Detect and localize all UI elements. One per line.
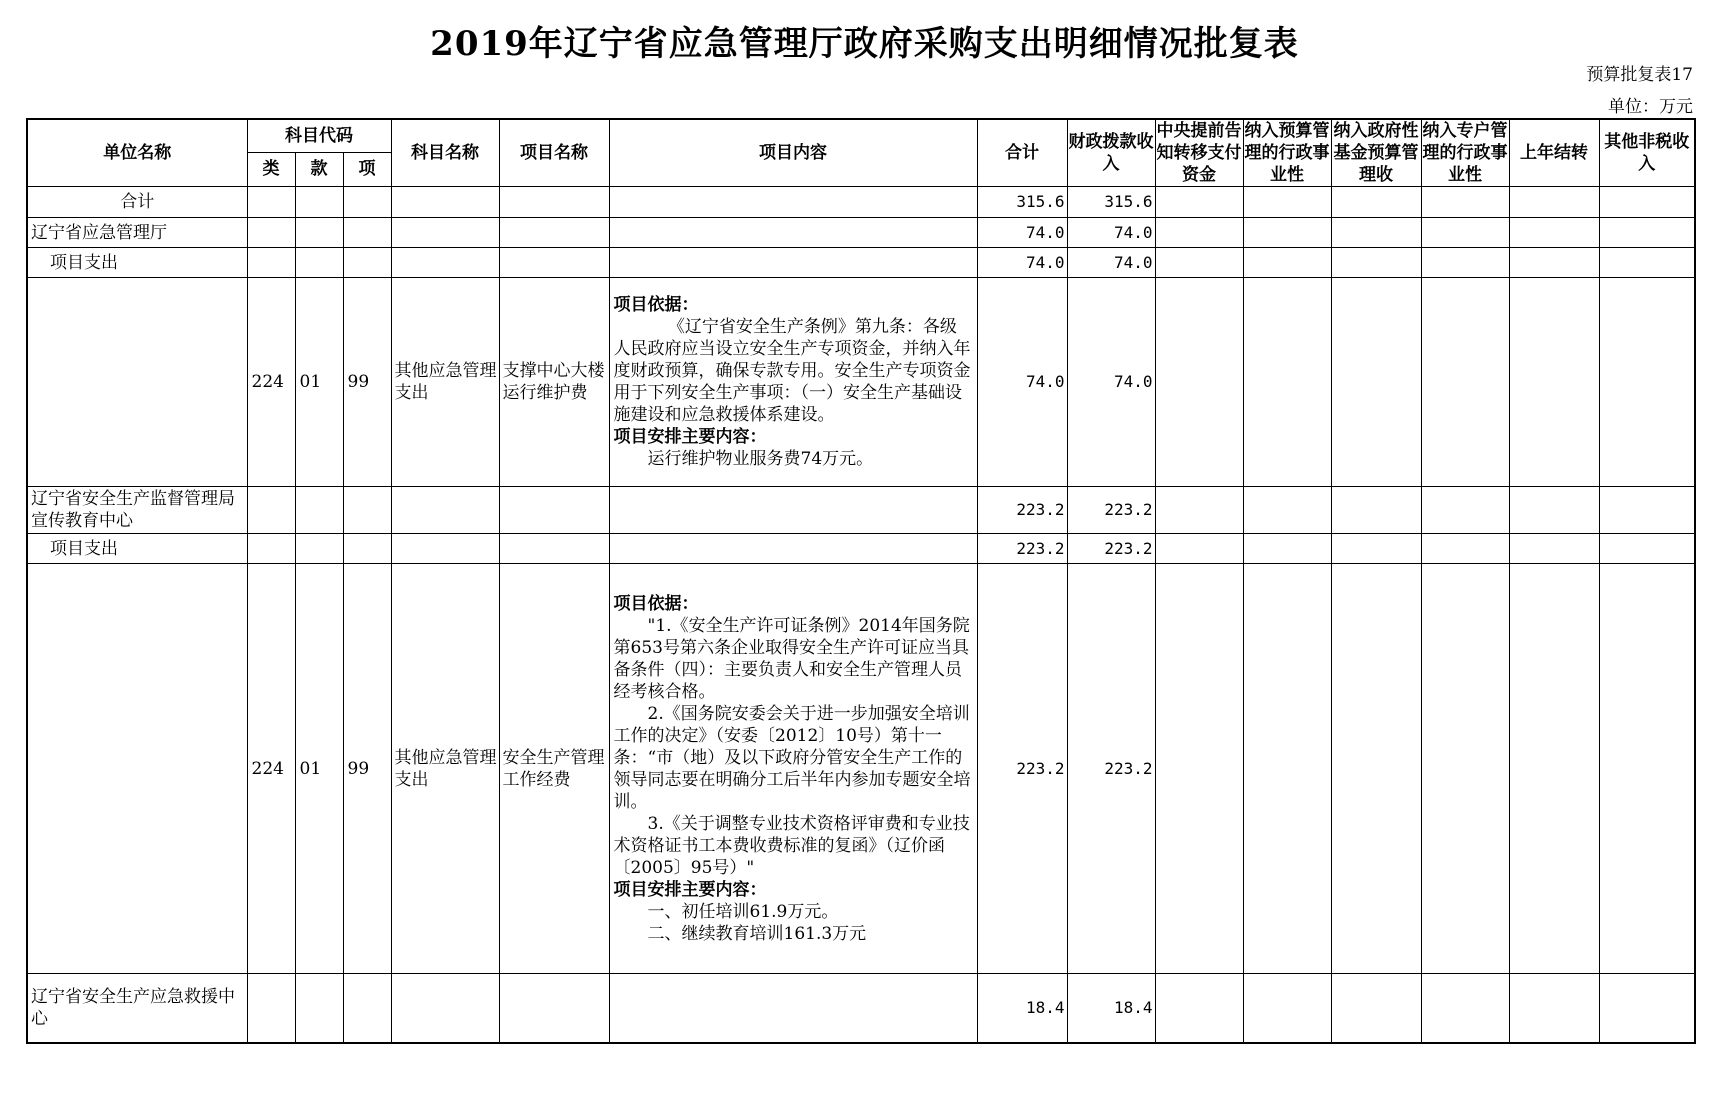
item-2-main-2: 二、继续教育培训161.3万元 (647, 923, 867, 944)
col-subject-name: 科目名称 (391, 119, 499, 187)
row-grand-total (27, 187, 1695, 218)
col-subject-code: 科目代码 (247, 119, 391, 152)
col-lei: 类 (247, 152, 295, 186)
item-2-main-1: 一、初任培训61.9万元。 (647, 901, 839, 922)
dept-2-total: 223.2 (977, 487, 1067, 534)
col-project-content: 项目内容 (609, 119, 977, 187)
item-2-main-label: 项目安排主要内容： (613, 879, 767, 900)
dept-2-project-total: 223.2 (977, 534, 1067, 564)
header-row-1 (27, 119, 1695, 152)
dept-2-project-fiscal: 223.2 (1067, 534, 1155, 564)
dept-1-project-label: 项目支出 (27, 248, 247, 278)
item-1-main-text: 运行维护物业服务费74万元。 (647, 449, 874, 469)
dept-1-fiscal: 74.0 (1067, 218, 1155, 248)
item-2-project: 安全生产管理工作经费 (499, 564, 609, 974)
dept-3-total: 18.4 (977, 974, 1067, 1043)
dept-2-project-label: 项目支出 (27, 534, 247, 564)
col-total: 合计 (977, 119, 1067, 187)
col-gov-fund: 纳入政府性基金预算管理收 (1331, 119, 1421, 187)
dept-3-name: 辽宁省安全生产应急救援中心 (27, 974, 247, 1043)
item-1-project: 支撑中心大楼运行维护费 (499, 278, 609, 487)
dept-2-fiscal: 223.2 (1067, 487, 1155, 534)
row-dept-3 (27, 974, 1695, 1043)
item-2-content (609, 564, 977, 974)
row-item-2 (27, 564, 1695, 974)
row-item-1 (27, 278, 1695, 487)
col-special-account: 纳入专户管理的行政事业性 (1422, 121, 1508, 185)
item-2-kuan: 01 (295, 564, 343, 974)
col-other-nontax: 其他非税收入 (1599, 119, 1695, 187)
col-xiang: 项 (343, 152, 391, 186)
item-2-basis-2: 2.《国务院安委会关于进一步加强安全培训工作的决定》（安委〔2012〕10号）第十一条：“市（地）及以下政府分管安全生产工作的领导同志要在明确分工后半年内参加专题安全培训。 (613, 703, 971, 812)
row-dept-1-project (27, 248, 1695, 278)
item-1-total: 74.0 (977, 278, 1067, 487)
dept-1-project-fiscal: 74.0 (1067, 248, 1155, 278)
dept-1-name: 辽宁省应急管理厅 (27, 218, 247, 248)
row-dept-1 (27, 218, 1695, 248)
item-1-xiang: 99 (343, 278, 391, 487)
dept-2-name: 辽宁省安全生产监督管理局宣传教育中心 (27, 487, 247, 534)
col-central-transfer: 中央提前告知转移支付资金 (1156, 121, 1242, 185)
budget-table (26, 118, 1696, 1044)
item-2-xiang: 99 (343, 564, 391, 974)
item-2-fiscal: 223.2 (1067, 564, 1155, 974)
item-1-main-label: 项目安排主要内容： (613, 427, 767, 447)
item-1-content (609, 278, 977, 487)
dept-1-project-total: 74.0 (977, 248, 1067, 278)
item-2-subject: 其他应急管理支出 (391, 564, 499, 974)
grand-total-fiscal: 315.6 (1067, 187, 1155, 218)
item-1-kuan: 01 (295, 278, 343, 487)
item-2-basis-1: "1.《安全生产许可证条例》2014年国务院第653号第六条企业取得安全生产许可证应当具备条件（四）：主要负责人和安全生产管理人员经考核合格。 (613, 615, 970, 702)
col-kuan: 款 (295, 152, 343, 186)
unit-label: 单位：万元 (1608, 97, 1693, 117)
grand-total-amount: 315.6 (977, 187, 1067, 218)
col-project-name: 项目名称 (499, 119, 609, 187)
dept-3-fiscal: 18.4 (1067, 974, 1155, 1043)
item-1-subject: 其他应急管理支出 (391, 278, 499, 487)
page-title: 2019年辽宁省应急管理厅政府采购支出明细情况批复表 (430, 24, 1299, 64)
item-2-basis-label: 项目依据： (613, 593, 699, 614)
dept-1-total: 74.0 (977, 218, 1067, 248)
col-budget-admin: 纳入预算管理的行政事业性 (1244, 121, 1330, 185)
item-1-basis-label: 项目依据： (613, 295, 699, 315)
form-number: 预算批复表17 (1586, 65, 1693, 85)
item-1-basis-text: 《辽宁省安全生产条例》第九条：各级人民政府应当设立安全生产专项资金，并纳入年度财政预算，确保专款专用。安全生产专项资金用于下列安全生产事项：（一）安全生产基础设施建设和应急救援体系建设。 (613, 317, 971, 425)
item-2-lei: 224 (247, 564, 295, 974)
col-carryover: 上年结转 (1509, 119, 1599, 187)
item-2-basis-3: 3.《关于调整专业技术资格评审费和专业技术资格证书工本费收费标准的复函》（辽价函〔2005〕95号）" (613, 813, 970, 878)
item-1-fiscal: 74.0 (1067, 278, 1155, 487)
grand-total-label: 合计 (27, 187, 247, 218)
row-dept-2 (27, 487, 1695, 534)
item-1-lei: 224 (247, 278, 295, 487)
col-fiscal-income: 财政拨款收入 (1067, 119, 1155, 187)
item-2-total: 223.2 (977, 564, 1067, 974)
row-dept-2-project (27, 534, 1695, 564)
col-unit-name: 单位名称 (27, 119, 247, 187)
